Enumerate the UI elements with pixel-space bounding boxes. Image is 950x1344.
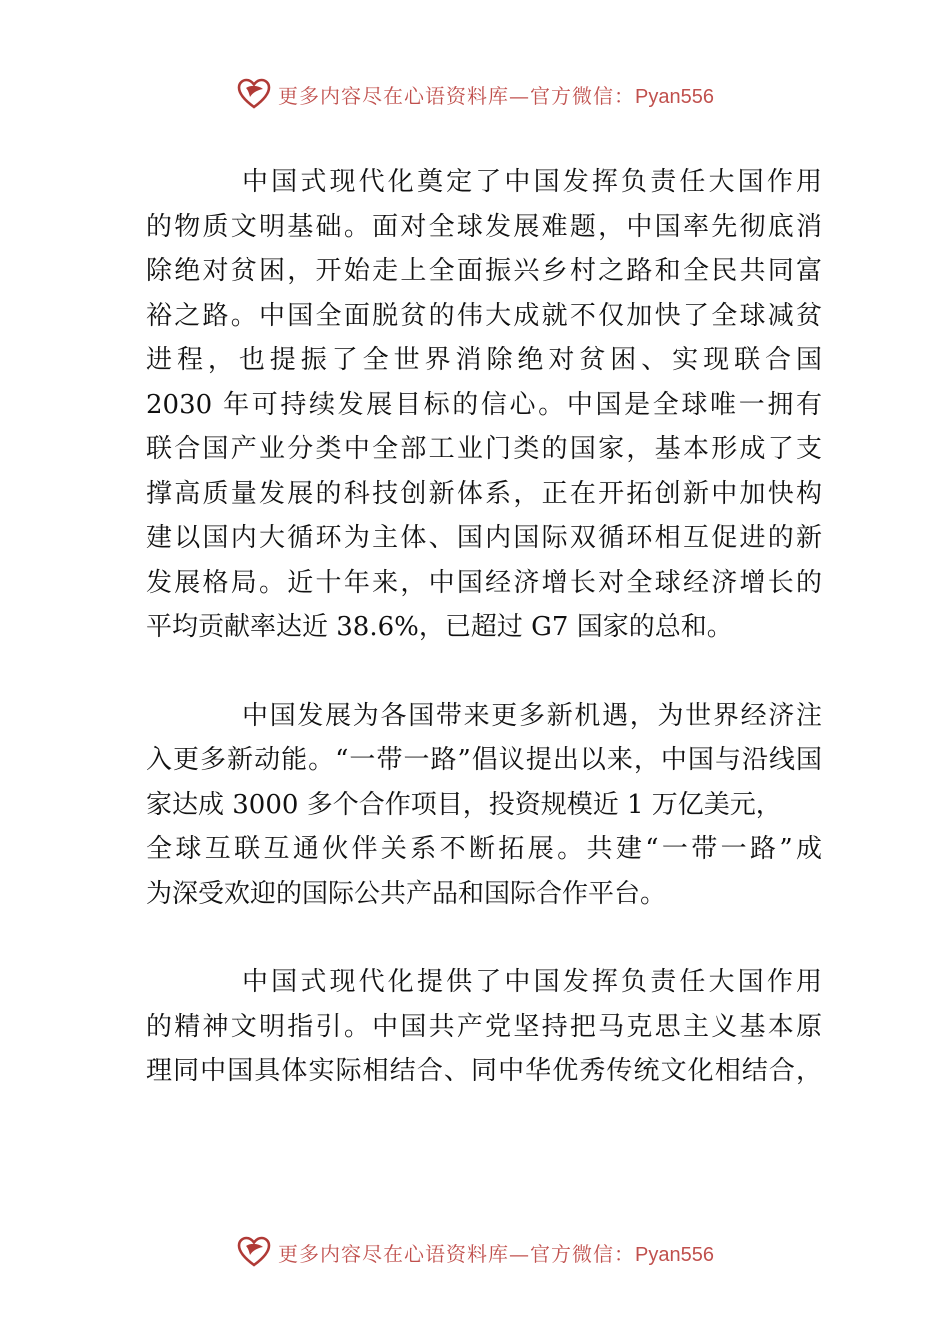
text-line: 入更多新动能。“一带一路”倡议提出以来，中国与沿线国 (146, 745, 822, 775)
text-line: 2030 年可持续发展目标的信心。中国是全球唯一拥有 (146, 389, 822, 420)
header-banner-wechat-id: Pyan556 (635, 85, 714, 108)
header-banner-text: 更多内容尽在心语资料库—官方微信：Pyan556 (278, 83, 714, 108)
paragraph-1 (146, 160, 822, 650)
footer-banner (0, 1232, 950, 1272)
text-line: 联合国产业分类中全部工业门类的国家，基本形成了支 (146, 434, 822, 464)
header-banner (0, 74, 950, 114)
footer-banner-wechat-id: Pyan556 (635, 1243, 714, 1266)
text-line: 撑高质量发展的科技创新体系，正在开拓创新中加快构 (146, 478, 822, 509)
text-line: 发展格局。近十年来，中国经济增长对全球经济增长的 (146, 567, 822, 598)
text-line: 中国发展为各国带来更多新机遇，为世界经济注 (242, 700, 822, 731)
text-line: 中国式现代化提供了中国发挥负责任大国作用 (242, 967, 822, 997)
heart-brush-logo-icon (236, 1234, 272, 1270)
text-line: 裕之路。中国全面脱贫的伟大成就不仅加快了全球减贫 (146, 300, 822, 331)
text-line: 家达成 3000 多个合作项目，投资规模近 1 万亿美元， (146, 789, 782, 820)
text-line: 理同中国具体实际相结合、同中华优秀传统文化相结合， (146, 1056, 822, 1086)
text-line: 建以国内大循环为主体、国内国际双循环相互促进的新 (146, 523, 822, 553)
paragraph-2 (146, 694, 822, 917)
text-line: 的精神文明指引。中国共产党坚持把马克思主义基本原 (146, 1011, 822, 1042)
text-line: 除绝对贫困，开始走上全面振兴乡村之路和全民共同富 (146, 256, 822, 286)
footer-banner-text: 更多内容尽在心语资料库—官方微信：Pyan556 (278, 1241, 714, 1266)
text-line: 进程，也提振了全世界消除绝对贫困、实现联合国 (146, 345, 822, 375)
text-line: 的物质文明基础。面对全球发展难题，中国率先彻底消 (146, 211, 822, 242)
text-line: 为深受欢迎的国际公共产品和国际合作平台。 (146, 878, 667, 909)
heart-brush-logo-icon (236, 76, 272, 112)
text-line: 中国式现代化奠定了中国发挥负责任大国作用 (242, 167, 822, 197)
document-body (146, 160, 822, 1094)
paragraph-3 (146, 960, 822, 1094)
text-line: 全球互联互通伙伴关系不断拓展。共建“一带一路”成 (146, 834, 822, 864)
text-line: 平均贡献率达近 38.6%，已超过 G7 国家的总和。 (146, 612, 733, 642)
